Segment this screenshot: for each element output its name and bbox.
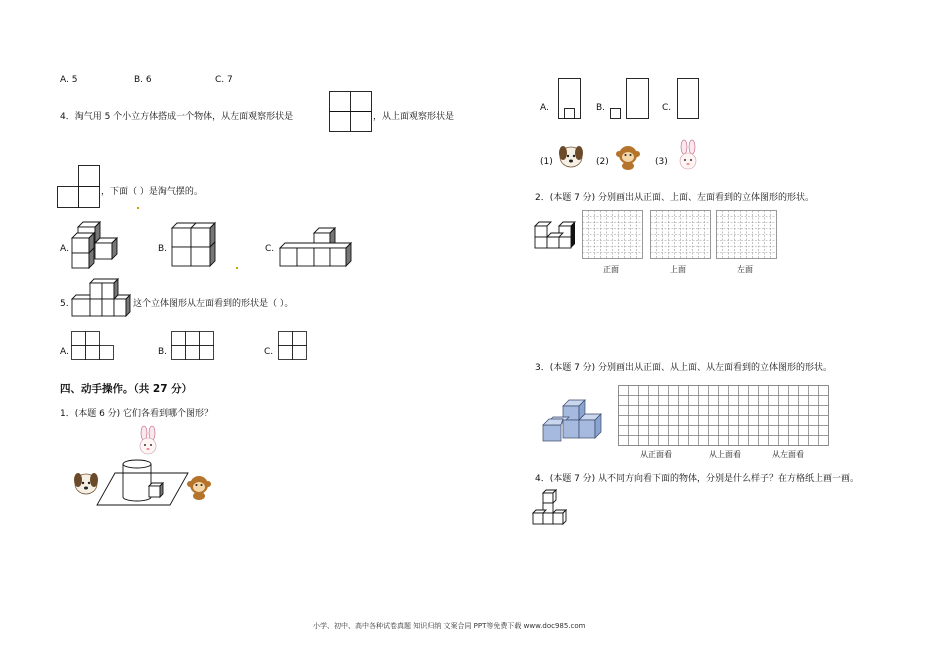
q5-option-b-figure xyxy=(171,331,215,361)
animal-label-3: (3) xyxy=(655,157,668,167)
r-q2-label-top: 上面 xyxy=(670,265,686,274)
r-q3-blue-cube-figure xyxy=(541,395,607,445)
s4-q1-text: 1．(本题 6 分) 它们各看到哪个图形？ xyxy=(60,409,214,419)
dog-icon xyxy=(557,143,587,171)
q5-text: 这个立体图形从左面看到的形状是（ ）。 xyxy=(133,299,294,309)
abc-figure-c xyxy=(677,78,701,120)
q4-option-b-cubes xyxy=(170,220,222,270)
rabbit-icon xyxy=(675,140,701,174)
r-q2-label-front: 正面 xyxy=(603,265,619,274)
q4-option-a: A. xyxy=(60,244,69,254)
q5-number: 5. xyxy=(60,299,69,309)
monkey-icon xyxy=(615,143,641,171)
q3-option-a: A. 5 xyxy=(60,75,78,85)
q5-option-c: C. xyxy=(264,347,274,357)
q4-option-a-cubes xyxy=(70,220,120,270)
section4-title: 四、动手操作。（共 27 分） xyxy=(60,383,193,395)
monkey-icon xyxy=(186,473,212,501)
q5-option-c-figure xyxy=(278,331,308,361)
footer-text: 小学、初中、高中各种试卷真题 知识归纳 文案合同 PPT等免费下载 www.doc985.com xyxy=(313,622,586,630)
q4-top-view-figure xyxy=(57,165,101,209)
q3-option-b: B. 6 xyxy=(134,75,152,85)
decor-dot xyxy=(137,207,139,209)
r-q3-label-front: 从正面看 xyxy=(640,450,672,459)
abc-figure-b xyxy=(610,78,652,120)
r-q4-cube-figure xyxy=(533,488,573,528)
r-q2-text: 2．(本题 7 分) 分别画出从正面、上面、左面看到的立体图形的形状。 xyxy=(535,193,815,203)
animal-label-2: (2) xyxy=(596,157,609,167)
q4-left-view-figure xyxy=(329,91,373,133)
r-q2-label-left: 左面 xyxy=(737,265,753,274)
q3-option-c: C. 7 xyxy=(215,75,233,85)
q5-option-a-figure xyxy=(71,331,115,361)
abc-label-a: A. xyxy=(540,103,549,113)
abc-label-c: C. xyxy=(662,103,672,113)
abc-label-b: B. xyxy=(596,103,606,113)
r-q2-grid-front xyxy=(582,210,644,260)
r-q2-grid-left xyxy=(716,210,778,260)
q5-option-a: A. xyxy=(60,347,69,357)
r-q3-answer-grid xyxy=(618,385,830,447)
q4-text-c: ，下面（ ）是淘气摆的。 xyxy=(101,187,203,197)
q4-text-b: ，从上面观察形状是 xyxy=(373,112,455,122)
abc-figure-a xyxy=(558,78,584,120)
q4-option-c-cubes xyxy=(278,227,354,271)
r-q3-label-top: 从上面看 xyxy=(709,450,741,459)
rabbit-icon xyxy=(135,426,161,458)
r-q4-text: 4．(本题 7 分) 从不同方向看下面的物体，分别是什么样子？在方格纸上画一画。 xyxy=(535,474,860,484)
q5-cube-figure xyxy=(70,276,130,320)
r-q2-cube-figure xyxy=(533,217,577,247)
decor-dot xyxy=(236,267,238,269)
q4-text-a: 4．淘气用 5 个小立方体搭成一个物体，从左面观察形状是 xyxy=(60,112,294,122)
q4-option-c: C. xyxy=(265,244,275,254)
r-q3-text: 3．(本题 7 分) 分别画出从正面、从上面、从左面看到的立体图形的形状。 xyxy=(535,363,833,373)
dog-icon xyxy=(72,470,102,498)
animal-label-1: (1) xyxy=(540,157,553,167)
r-q2-grid-top xyxy=(650,210,712,260)
q4-option-b: B. xyxy=(158,244,168,254)
q5-option-b: B. xyxy=(158,347,168,357)
r-q3-label-left: 从左面看 xyxy=(772,450,804,459)
